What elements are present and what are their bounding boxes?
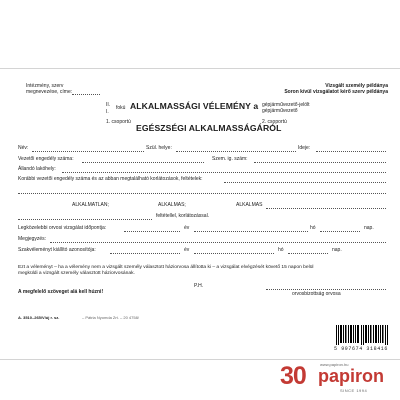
license-no-label: Vezetői engedély száma: <box>18 156 74 162</box>
form-subtitle: EGÉSZSÉGI ALKALMASSÁGÁRÓL <box>136 123 282 133</box>
form-title: ALKALMASSÁGI VÉLEMÉNY a <box>130 101 259 111</box>
next-exam-year-field[interactable] <box>124 231 180 232</box>
specialist-month-field[interactable] <box>194 253 274 254</box>
id-no-field[interactable] <box>254 162 386 163</box>
condition-field[interactable] <box>18 219 152 220</box>
papiron-logo <box>280 362 390 398</box>
health-fitness-form <box>0 68 400 360</box>
vehicle-option-1: gépjárművezető-jelölt <box>262 102 310 108</box>
specialist-id-field[interactable] <box>110 253 180 254</box>
license-no-field[interactable] <box>82 162 204 163</box>
logo-since: SINCE 1994 <box>340 388 368 393</box>
next-exam-month-field[interactable] <box>194 231 308 232</box>
doctor-signature-line[interactable] <box>266 289 386 290</box>
id-no-label: Szem. ig. szám: <box>212 156 248 162</box>
specialist-month-label: hó <box>278 247 284 253</box>
next-exam-year-label: év <box>184 225 190 231</box>
fit-conditional-option[interactable]: ALKALMAS <box>236 202 263 208</box>
next-exam-day-field[interactable] <box>320 231 360 232</box>
next-exam-month-label: hó <box>310 225 316 231</box>
prev-license-field-2[interactable] <box>18 193 386 194</box>
grade-roman-1: I. <box>106 109 109 115</box>
specialist-year-label: év <box>184 247 190 253</box>
specialist-day-label: nap. <box>332 247 342 253</box>
birthdate-label: Ideje: <box>298 145 311 151</box>
instruction-line-2: megküldi a vizsgált személy választott háziorvosának. <box>18 271 135 276</box>
group-2: 2. csoportú <box>262 119 287 125</box>
institution-line[interactable] <box>72 94 100 95</box>
fit-option[interactable]: ALKALMAS; <box>158 202 186 208</box>
unfit-option[interactable]: ALKALMATLAN; <box>72 202 109 208</box>
residence-label: Állandó lakóhely: <box>18 166 56 172</box>
stamp-label: P.H. <box>194 283 204 289</box>
instruction-line-1: Ezt a véleményt – ha a vélemény nem a vizsgált személy választott háziorvosa állította ki – a vizsgálat elvégzését követő 15 napon belül <box>18 265 314 270</box>
institution-label-2: megnevezése, címe: <box>26 89 73 95</box>
next-exam-day-label: nap. <box>364 225 374 231</box>
vehicle-option-2: gépjárművezető <box>262 108 298 114</box>
doctor-label: orvosbizottság orvosa <box>292 291 341 297</box>
notes-label: Megjegyzés: <box>18 236 47 242</box>
birthplace-field[interactable] <box>176 151 296 152</box>
copy-type-1: Vizsgált személy példánya <box>325 83 388 89</box>
next-exam-label: Legközelebbi orvosi vizsgálat időpontja: <box>18 225 107 231</box>
specialist-label: Szakvéleményt kiállító azonosítója: <box>18 247 96 253</box>
form-code: A. 3510–265/V/új r. sz. <box>18 315 60 320</box>
name-label: Név: <box>18 145 29 151</box>
prev-license-label: Korábbi vezetői engedély száma és az abban megtalálható korlátozások, feltételek: <box>18 176 203 182</box>
fit-condition-field[interactable] <box>266 208 386 209</box>
birthdate-field[interactable] <box>316 151 386 152</box>
birthplace-label: Szül. helye: <box>146 145 172 151</box>
conditions-label: feltétellel, korlátozással. <box>156 213 210 219</box>
grade-word: fokú <box>116 105 126 111</box>
logo-number: 30 <box>280 362 306 390</box>
logo-url: www.papiron.hu <box>320 362 349 367</box>
institution-label-1: Intézmény, szerv <box>26 83 64 89</box>
residence-field[interactable] <box>62 172 386 173</box>
name-field[interactable] <box>32 151 144 152</box>
grade-roman-2: II. <box>106 102 111 108</box>
notes-field[interactable] <box>50 242 386 243</box>
barcode <box>336 325 388 345</box>
copy-type-2: Soron kívül vizsgálatot kérő szerv példánya <box>284 89 388 95</box>
underline-note: A megfelelő szöveget alá kell húzni! <box>18 289 104 295</box>
group-1: 1. csoportú <box>106 119 131 125</box>
specialist-day-field[interactable] <box>288 253 328 254</box>
logo-brand: papiron <box>318 366 384 386</box>
form-publisher: – Pátria Nyomda Zrt. – 20 4758/ <box>82 315 139 320</box>
barcode-number: 5 997674 318416 <box>334 346 389 352</box>
prev-license-field[interactable] <box>224 182 386 183</box>
